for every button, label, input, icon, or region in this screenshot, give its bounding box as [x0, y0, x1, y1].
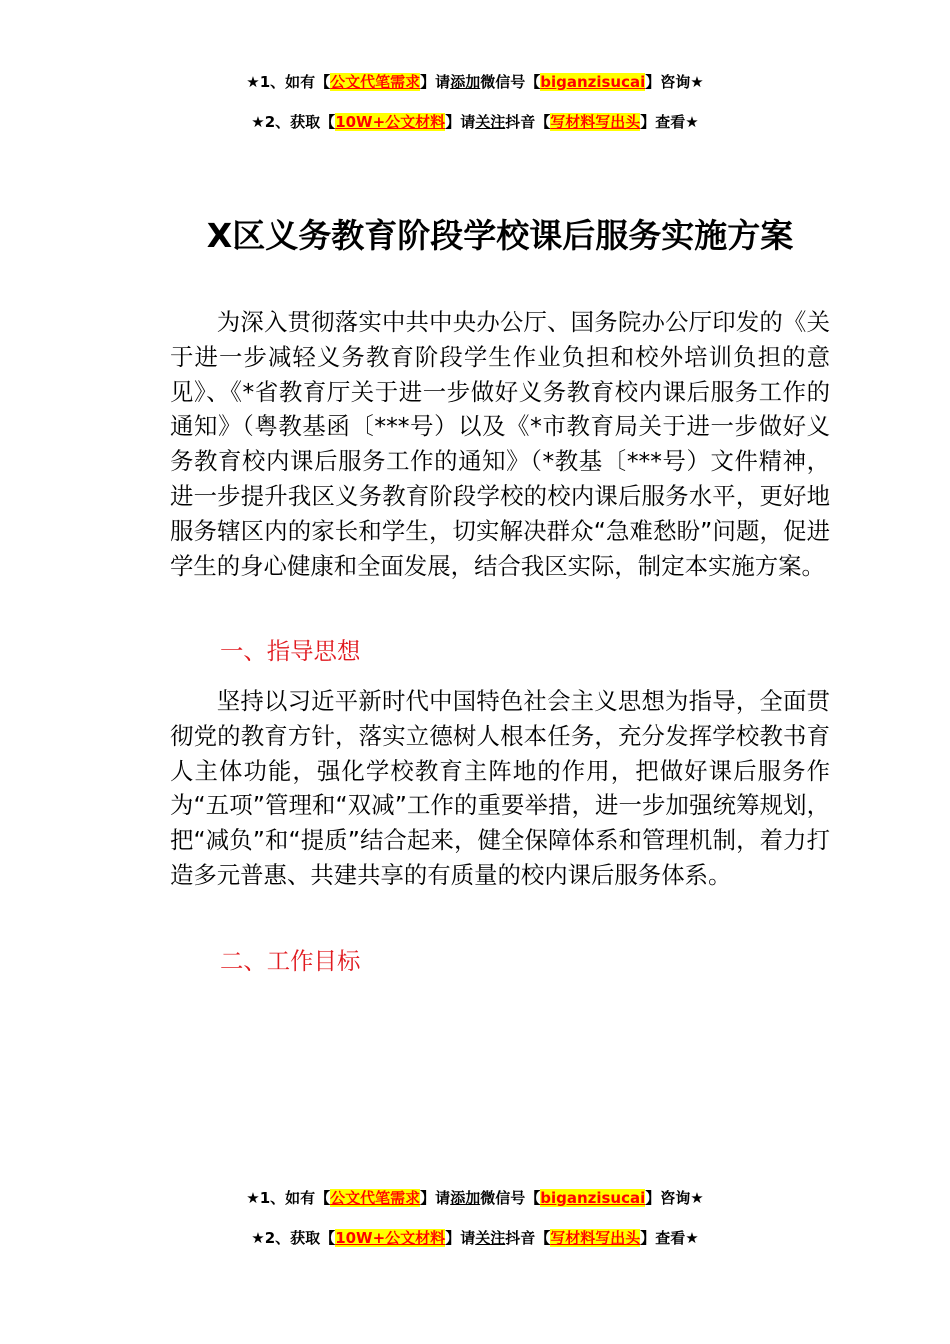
- promo-highlight-wechat-id: biganzisucai: [540, 1189, 646, 1207]
- promo-text: 】咨询★: [645, 73, 704, 91]
- promo-line-1-top: [0, 72, 950, 92]
- promo-underlined-word: 关注: [475, 113, 506, 131]
- promo-text: 抖音【: [505, 1229, 551, 1247]
- section-heading-guiding-ideology: 一、指导思想: [220, 637, 361, 665]
- promo-underlined-word: 添加: [450, 1189, 481, 1207]
- promo-underlined-word: 添加: [450, 73, 481, 91]
- promo-text: 微信号【: [480, 73, 541, 91]
- promo-text: 】查看★: [640, 113, 699, 131]
- promo-text: 抖音【: [505, 113, 551, 131]
- promo-text: 微信号【: [480, 1189, 541, 1207]
- promo-highlight-wechat-id: biganzisucai: [540, 73, 646, 91]
- promo-text: 】请: [420, 1189, 451, 1207]
- promo-underlined-word: 关注: [475, 1229, 506, 1247]
- promo-text: 】请: [445, 1229, 476, 1247]
- promo-text: 】咨询★: [645, 1189, 704, 1207]
- promo-text: ★1、如有【: [246, 73, 331, 91]
- promo-highlight-service: 公文代笔需求: [330, 1189, 421, 1207]
- section-heading-work-goals: 二、工作目标: [220, 947, 361, 975]
- promo-highlight-materials: 10W+公文材料: [335, 113, 446, 131]
- promo-highlight-materials: 10W+公文材料: [335, 1229, 446, 1247]
- promo-highlight-douyin-id: 写材料写出头: [550, 113, 641, 131]
- promo-text: ★2、获取【: [251, 113, 336, 131]
- promo-line-2-bottom: [0, 1228, 950, 1248]
- promo-text: ★1、如有【: [246, 1189, 331, 1207]
- promo-line-2-top: [0, 112, 950, 132]
- guiding-ideology-paragraph: 坚持以习近平新时代中国特色社会主义思想为指导，全面贯彻党的教育方针，落实立德树人根本任务，充分发挥学校教书育人主体功能，强化学校教育主阵地的作用，把做好课后服务作为“五项”管理和“双减”工作的重要举措，进一步加强统筹规划，把“减负”和“提质”结合起来，健全保障体系和管理机制，着力打造多元普惠、共建共享的有质量的校内课后服务体系。: [170, 687, 830, 889]
- promo-highlight-douyin-id: 写材料写出头: [550, 1229, 641, 1247]
- promo-text: 】查看★: [640, 1229, 699, 1247]
- intro-paragraph: 为深入贯彻落实中共中央办公厅、国务院办公厅印发的《关于进一步减轻义务教育阶段学生作业负担和校外培训负担的意见》、《*省教育厅关于进一步做好义务教育校内课后服务工作的通知》（粤教基函〔***号）以及《*市教育局关于进一步做好义务教育校内课后服务工作的通知》（*教基〔***号）文件精神，进一步提升我区义务教育阶段学校的校内课后服务水平，更好地服务辖区内的家长和学生，切实解决群众“急难愁盼”问题，促进学生的身心健康和全面发展，结合我区实际，制定本实施方案。: [170, 308, 830, 580]
- promo-text: 】请: [445, 113, 476, 131]
- promo-text: ★2、获取【: [251, 1229, 336, 1247]
- promo-line-1-bottom: [0, 1188, 950, 1208]
- promo-highlight-service: 公文代笔需求: [330, 73, 421, 91]
- promo-text: 】请: [420, 73, 451, 91]
- document-title: X区义务教育阶段学校课后服务实施方案: [206, 216, 794, 255]
